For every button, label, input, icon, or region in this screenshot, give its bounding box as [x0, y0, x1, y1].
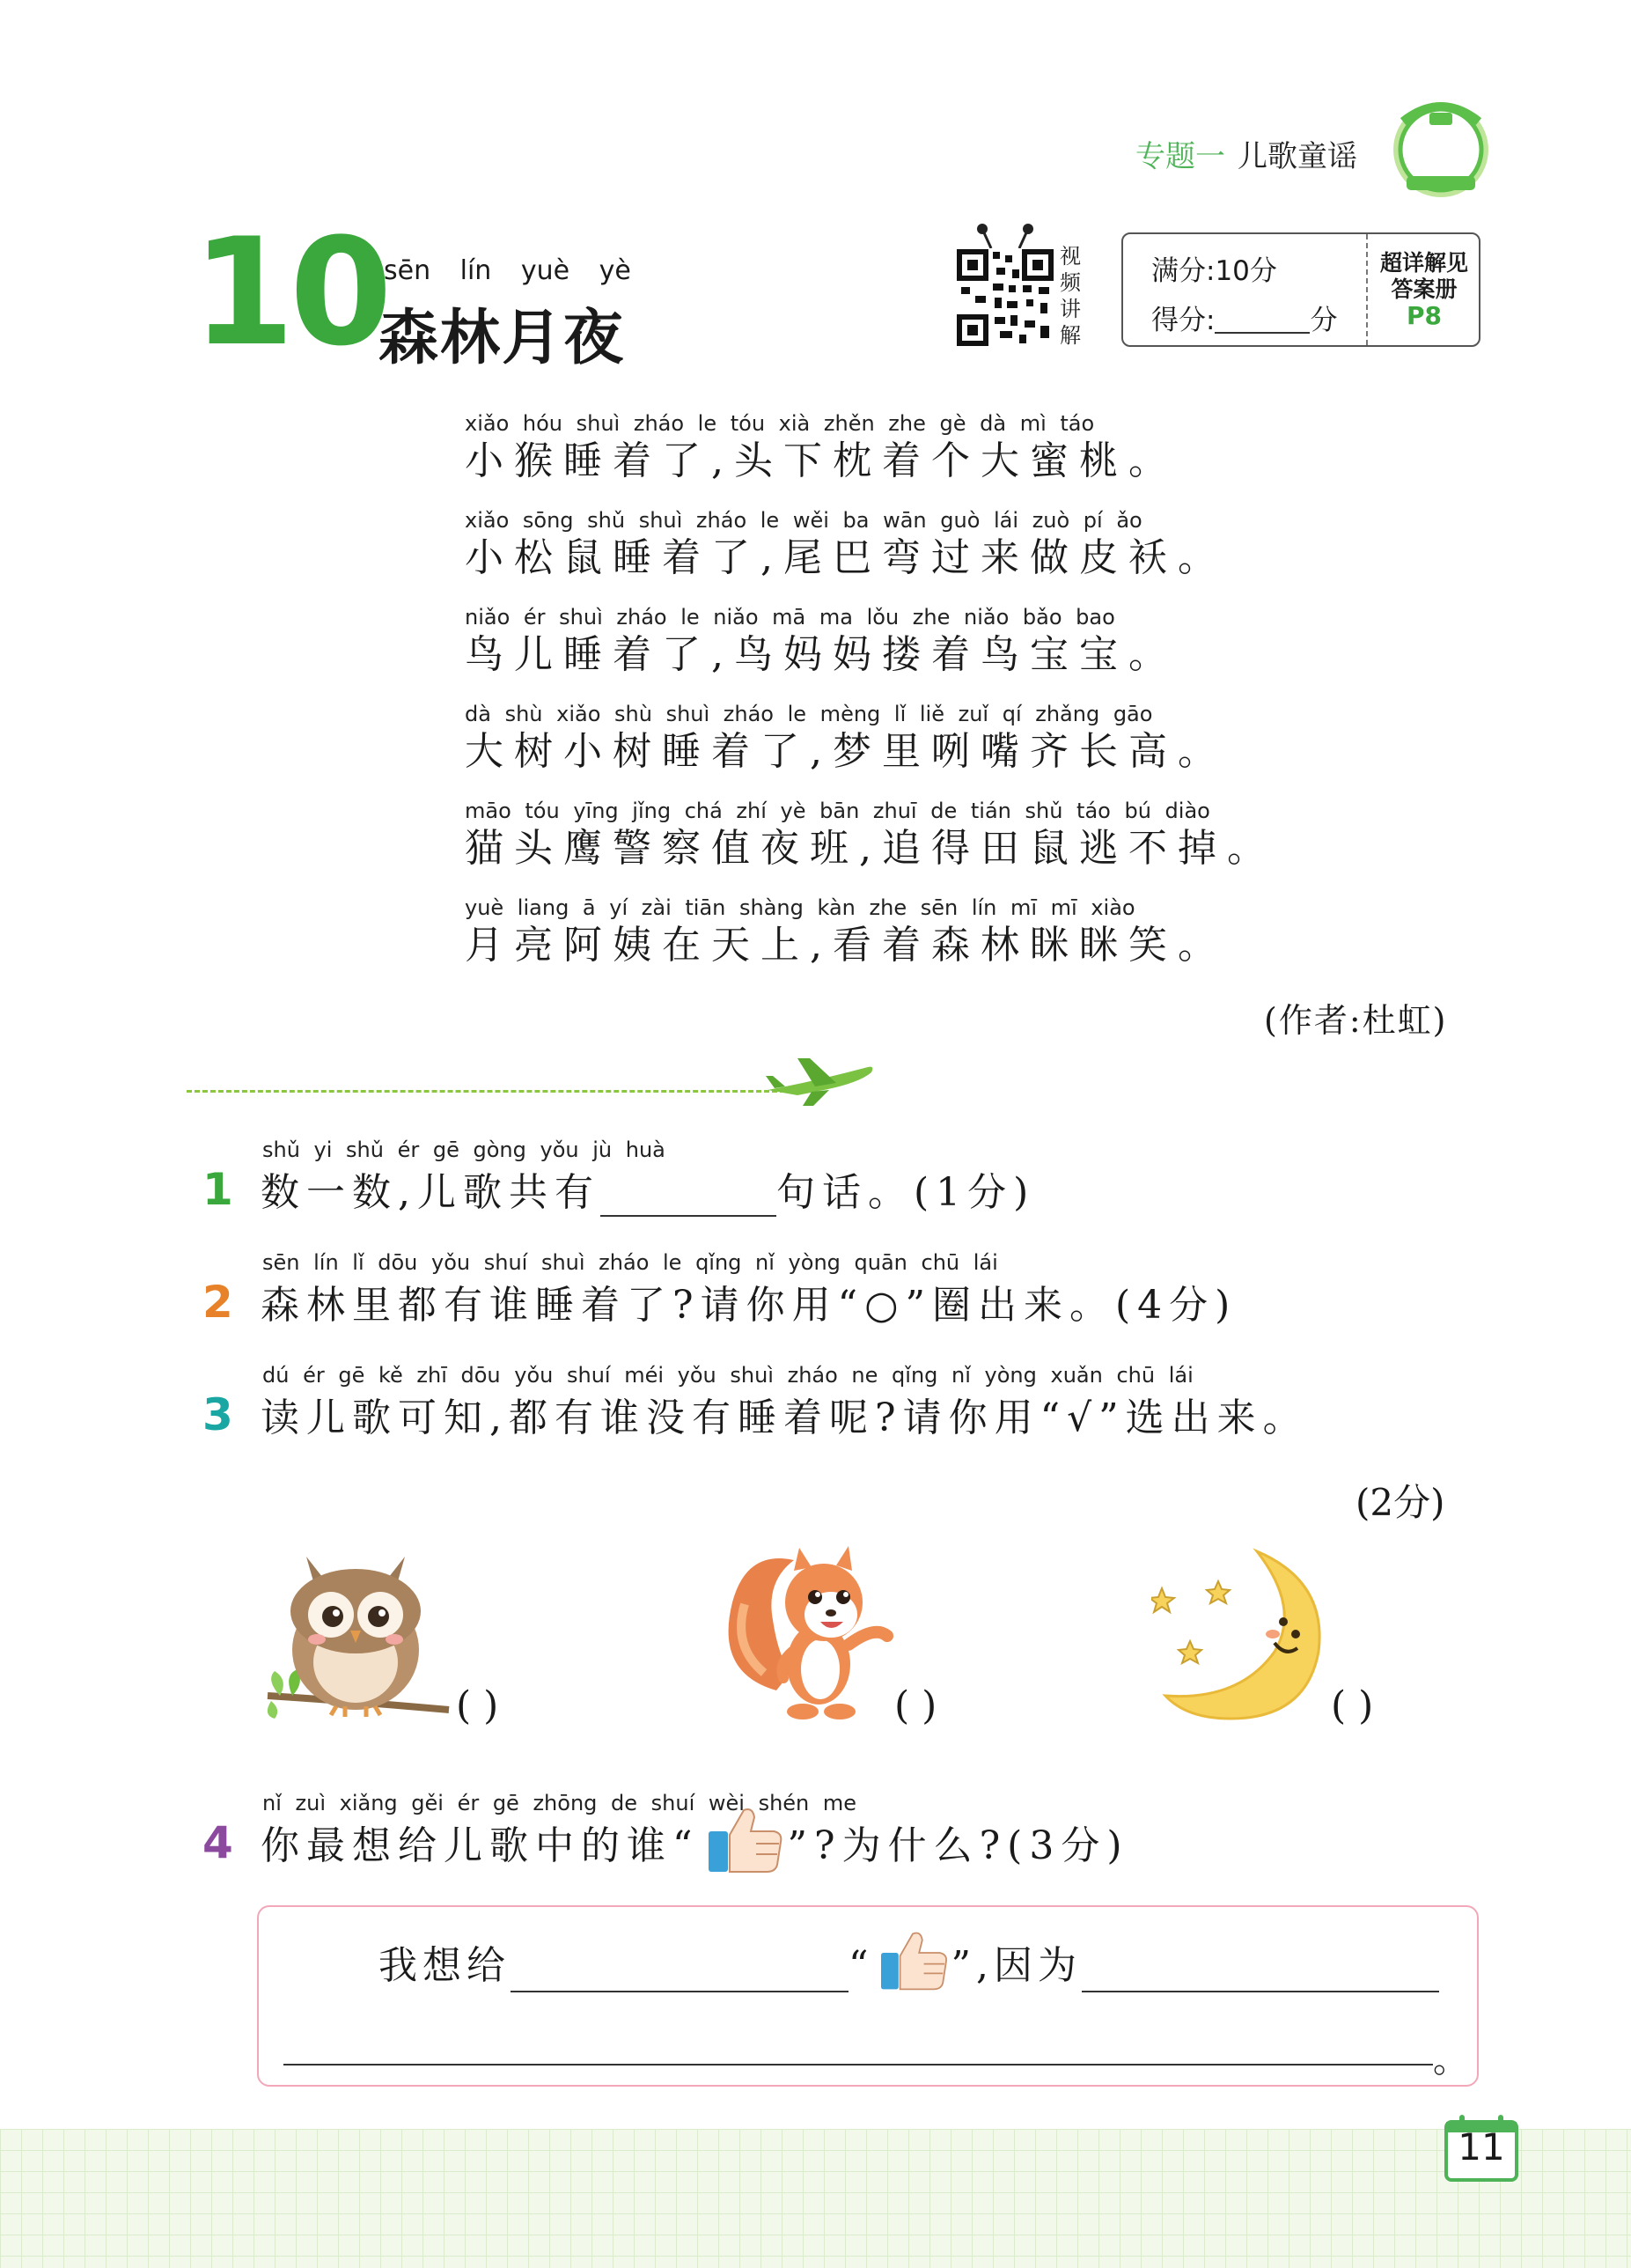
book-badge-icon: [1389, 95, 1493, 199]
question-3-pinyin: dú ér gē kě zhī dōu yǒu shuí méi yǒu shuì zháo ne qǐng nǐ yòng xuǎn chū lái: [262, 1363, 1194, 1388]
thumbs-up-icon: [876, 1929, 950, 1992]
qr-caption: 视 频 讲 解: [1060, 244, 1081, 348]
poem-line-4: dà shù xiǎo shù shuì zháo le mèng lǐ liě zuǐ qí zhǎng gāo 大树小树睡着了,梦里咧嘴齐长高。: [465, 702, 1227, 774]
squirrel-answer-paren[interactable]: ( ): [894, 1683, 937, 1728]
question-2-pinyin: sēn lín lǐ dōu yǒu shuí shuì zháo le qǐng nǐ yòng quān chū lái: [262, 1250, 998, 1275]
answer-reason-blank[interactable]: [1082, 1952, 1439, 1992]
poem-author: (作者:杜虹): [1264, 1001, 1448, 1040]
question-4-text: 你最想给儿歌中的谁“ ”?为什么?(3分): [261, 1814, 1129, 1875]
footer-grid: [0, 2129, 1631, 2268]
answer-reason-line[interactable]: [283, 2064, 1433, 2066]
lesson-number: 10: [192, 206, 387, 379]
question-4-number: 4: [202, 1817, 233, 1868]
section-divider: [187, 1090, 785, 1093]
question-2-text: 森林里都有谁睡着了?请你用“○”圈出来。(4分): [261, 1283, 1238, 1328]
question-4-pinyin: nǐ zuì xiǎng gěi ér gē zhōng de shuí wèi shén me: [262, 1791, 857, 1815]
title-pinyin: sēn lín yuè yè: [384, 255, 631, 286]
topic-name: 儿歌童谣: [1238, 139, 1357, 174]
poem-line-2: xiǎo sōng shǔ shuì zháo le wěi ba wān guò lái zuò pí ǎo 小松鼠睡着了,尾巴弯过来做皮袄。: [465, 508, 1227, 580]
topic-header: [1135, 132, 1357, 175]
moon-answer-paren[interactable]: ( ): [1331, 1683, 1374, 1728]
answer-box: [257, 1905, 1479, 2087]
question-1-pinyin: shǔ yi shǔ ér gē gòng yǒu jù huà: [262, 1138, 665, 1162]
got-score: 得分: 分: [1151, 305, 1338, 336]
question-2-number: 2: [202, 1277, 233, 1328]
poem-line-1: xiǎo hóu shuì zháo le tóu xià zhěn zhe gè dà mì táo 小猴睡着了,头下枕着个大蜜桃。: [465, 411, 1178, 483]
question-3-points: (2分): [1355, 1481, 1445, 1524]
owl-icon: [262, 1539, 451, 1729]
thumbs-up-icon: [703, 1805, 784, 1875]
score-blank[interactable]: [1215, 332, 1310, 334]
qr-code-icon[interactable]: [956, 222, 1054, 347]
airplane-icon: [762, 1055, 875, 1108]
moon-icon: [1151, 1546, 1327, 1722]
lesson-title: 森林月夜: [378, 304, 626, 373]
question-1-text: 数一数,儿歌共有 句话。(1分): [261, 1170, 1036, 1215]
full-score: 满分:10分: [1151, 255, 1277, 287]
topic-label: 专题一: [1135, 139, 1225, 174]
score-box-divider: [1366, 234, 1368, 345]
poem-line-6: yuè liang ā yí zài tiān shàng kàn zhe sēn lín mī mī xiào 月亮阿姨在天上,看着森林眯眯笑。: [465, 895, 1227, 968]
question-3-number: 3: [202, 1389, 233, 1440]
answer-sentence: 我想给 “ ”,因为: [378, 1933, 1439, 1992]
q1-answer-blank[interactable]: [600, 1176, 776, 1217]
poem-line-3: niǎo ér shuì zháo le niǎo mā ma lǒu zhe niǎo bǎo bao 鸟儿睡着了,鸟妈妈搂着鸟宝宝。: [465, 605, 1178, 677]
answer-period: 。: [1433, 2040, 1468, 2080]
poem-line-5: māo tóu yīng jǐng chá zhí yè bān zhuī de tián shǔ táo bú diào 猫头鹰警察值夜班,追得田鼠逃不掉。: [465, 799, 1276, 871]
owl-answer-paren[interactable]: ( ): [456, 1683, 499, 1728]
answer-note: 超详解见 答案册 P8: [1379, 250, 1468, 330]
question-3-text: 读儿歌可知,都有谁没有睡着呢?请你用“√”选出来。: [261, 1395, 1309, 1440]
question-1-number: 1: [202, 1164, 233, 1215]
page-number: 11: [1458, 2125, 1505, 2169]
answer-who-blank[interactable]: [511, 1952, 849, 1992]
squirrel-icon: [720, 1541, 896, 1726]
